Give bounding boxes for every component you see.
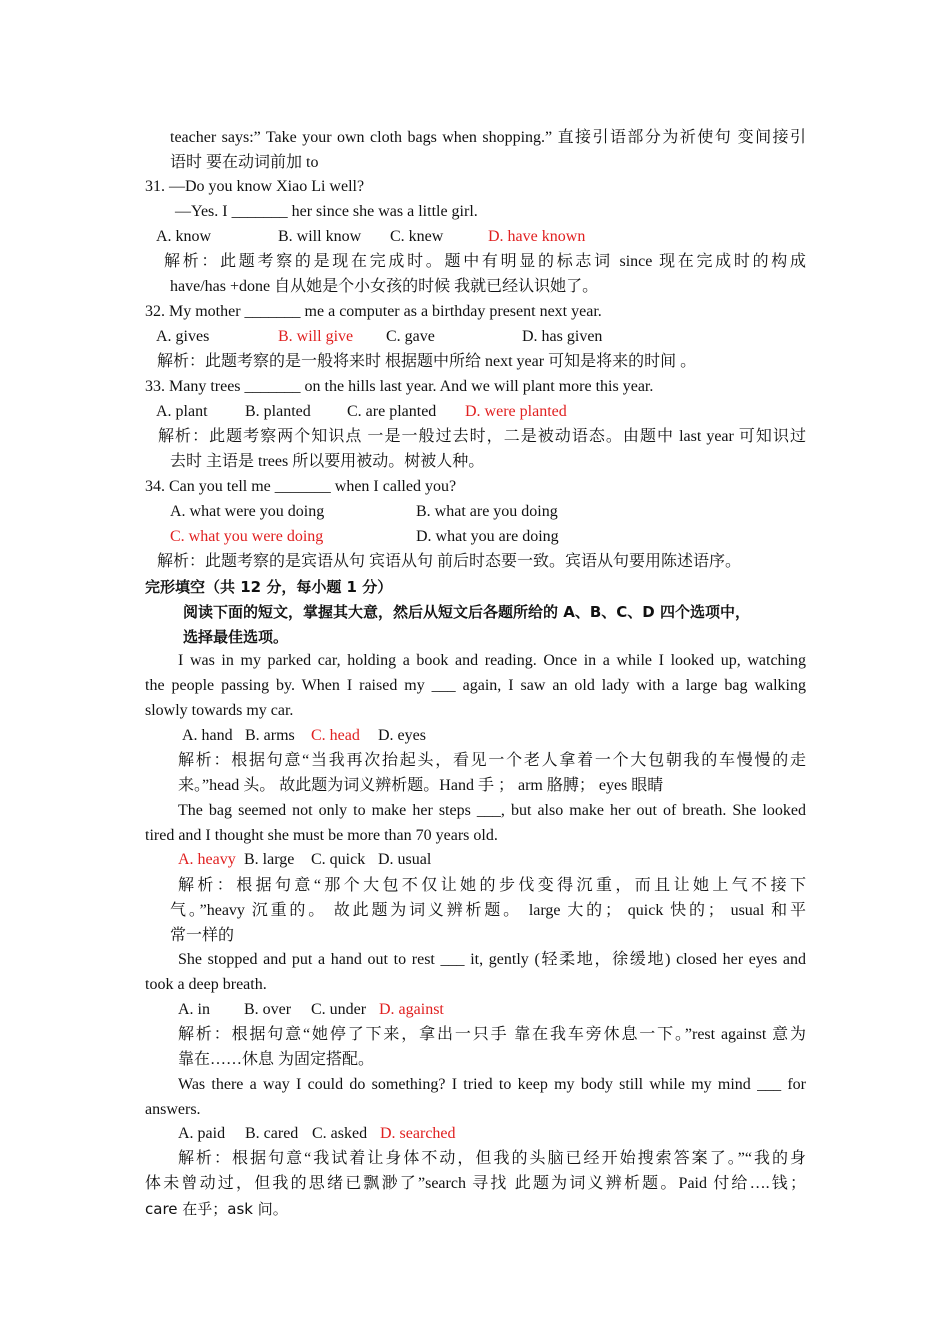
- option-b: B. what are you doing: [416, 503, 558, 520]
- question-31-options: [156, 227, 585, 247]
- note-line: 语时 要在动词前加 to: [170, 154, 319, 171]
- option-a: A. hand: [182, 727, 233, 744]
- passage-line: slowly towards my car.: [145, 702, 294, 719]
- explanation: have/has +done 自从她是个小女孩的时候 我就已经认识她了。: [170, 278, 599, 295]
- explanation: 解析：根据句意“那个大包不仅让她的步伐变得沉重，而且让她上气不接下: [178, 877, 806, 894]
- note-line: teacher says:” Take your own cloth bags when shopping.” 直接引语部分为祈使句 变间接引: [170, 129, 806, 146]
- answer-option-d: D. were planted: [465, 403, 567, 420]
- passage-line: Was there a way I could do something? I tried to keep my body still while my mind ___ for: [178, 1076, 806, 1093]
- explanation: 气。”heavy 沉重的。 故此题为词义辨析题。 large 大的； quick 快的； usual 和平: [170, 902, 806, 919]
- option-b: B. over: [244, 1001, 292, 1018]
- section-instructions: 选择最佳选项。: [183, 628, 289, 646]
- question-32-options: [156, 327, 602, 347]
- option-a: A. know: [156, 228, 212, 245]
- explanation: 来。”head 头。 故此题为词义辨析题。Hand 手 ； arm 胳膊； eyes 眼睛: [178, 777, 664, 794]
- question-34-stem: 34. Can you tell me _______ when I called you?: [145, 478, 457, 495]
- answer-option-c: C. head: [311, 727, 360, 744]
- passage-line: The bag seemed not only to make her steps ___, but also make her out of breath. She looked: [178, 802, 806, 819]
- section-instructions: 阅读下面的短文，掌握其大意，然后从短文后各题所给的 A、B、C、D 四个选项中，: [183, 603, 750, 621]
- explanation: 体未曾动过，但我的思绪已飘渺了”search 寻找 此题为词义辨析题。Paid 付给….钱；: [145, 1175, 806, 1192]
- explanation: 解析：此题考察的是一般将来时 根据题中所给 next year 可知是将来的时间 。: [157, 353, 697, 370]
- option-d: D. has given: [522, 328, 603, 345]
- option-c: C. quick: [311, 851, 366, 868]
- answer-option-d: D. have known: [488, 228, 586, 245]
- passage-line: She stopped and put a hand out to rest ___ it, gently (轻柔地，徐缓地) closed her eyes and: [178, 951, 806, 968]
- option-a: A. plant: [156, 403, 208, 420]
- option-c: C. gave: [386, 328, 435, 345]
- answer-option-d: D. against: [379, 1001, 444, 1018]
- passage-line: I was in my parked car, holding a book and reading. Once in a while I looked up, watching: [178, 652, 806, 669]
- explanation: 常一样的: [170, 927, 235, 944]
- option-c: C. are planted: [347, 403, 437, 420]
- answer-option-b: B. will give: [278, 328, 354, 345]
- option-a: A. gives: [156, 328, 210, 345]
- explanation: 靠在……休息 为固定搭配。: [178, 1051, 375, 1068]
- explanation: care 在乎；ask 问。: [145, 1200, 288, 1218]
- option-c: C. under: [311, 1001, 367, 1018]
- option-a: A. what were you doing: [170, 503, 325, 520]
- option-d: D. eyes: [378, 727, 426, 744]
- explanation: 解析：此题考察两个知识点 一是一般过去时，二是被动语态。由题中 last year 可知识过: [158, 428, 806, 445]
- passage-line: answers.: [145, 1101, 201, 1118]
- passage-line: tired and I thought she must be more than 70 years old.: [145, 827, 498, 844]
- answer-option-d: D. searched: [380, 1125, 456, 1142]
- explanation: 解析：根据句意“我试着让身体不动，但我的头脑已经开始搜索答案了。”“我的身: [178, 1150, 806, 1167]
- option-c: C. asked: [312, 1125, 368, 1142]
- question-33-options: [156, 402, 567, 422]
- question-33-stem: 33. Many trees _______ on the hills last year. And we will plant more this year.: [145, 378, 654, 395]
- question-31-stem: 31. —Do you know Xiao Li well?: [145, 178, 365, 195]
- question-34-options: [170, 502, 558, 522]
- answer-option-c: C. what you were doing: [170, 528, 324, 545]
- option-d: D. usual: [378, 851, 432, 868]
- explanation: 解析：根据句意“当我再次抬起头，看见一个老人拿着一个大包朝我的车慢慢的走: [178, 752, 806, 769]
- answer-option-a: A. heavy: [178, 851, 236, 868]
- section-title: 完形填空（共 12 分，每小题 1 分）: [145, 578, 393, 596]
- explanation: 解析：此题考察的是宾语从句 宾语从句 前后时态要一致。宾语从句要用陈述语序。: [157, 553, 742, 570]
- passage-line: took a deep breath.: [145, 976, 267, 993]
- option-a: A. paid: [178, 1125, 226, 1142]
- option-b: B. arms: [245, 727, 295, 744]
- option-a: A. in: [178, 1001, 210, 1018]
- option-d: D. what you are doing: [416, 528, 559, 545]
- option-b: B. planted: [245, 403, 311, 420]
- question-32-stem: 32. My mother _______ me a computer as a birthday present next year.: [145, 303, 602, 320]
- passage-line: the people passing by. When I raised my ___ again, I saw an old lady with a large bag walking: [145, 677, 806, 694]
- cloze-3-options: [178, 1000, 444, 1020]
- option-b: B. cared: [245, 1125, 299, 1142]
- question-34-options: [170, 527, 559, 547]
- cloze-2-options: [178, 850, 431, 870]
- option-c: C. knew: [390, 228, 444, 245]
- explanation: 解析：根据句意“她停了下来，拿出一只手 靠在我车旁休息一下。”rest against 意为: [178, 1026, 806, 1043]
- option-b: B. large: [244, 851, 295, 868]
- explanation: 解析：此题考察的是现在完成时。题中有明显的标志词 since 现在完成时的构成: [164, 253, 806, 270]
- option-b: B. will know: [278, 228, 362, 245]
- cloze-4-options: [178, 1124, 456, 1144]
- cloze-1-options: [182, 726, 426, 746]
- question-31-stem: —Yes. I _______ her since she was a little girl.: [175, 203, 478, 220]
- explanation: 去时 主语是 trees 所以要用被动。树被人种。: [170, 453, 485, 470]
